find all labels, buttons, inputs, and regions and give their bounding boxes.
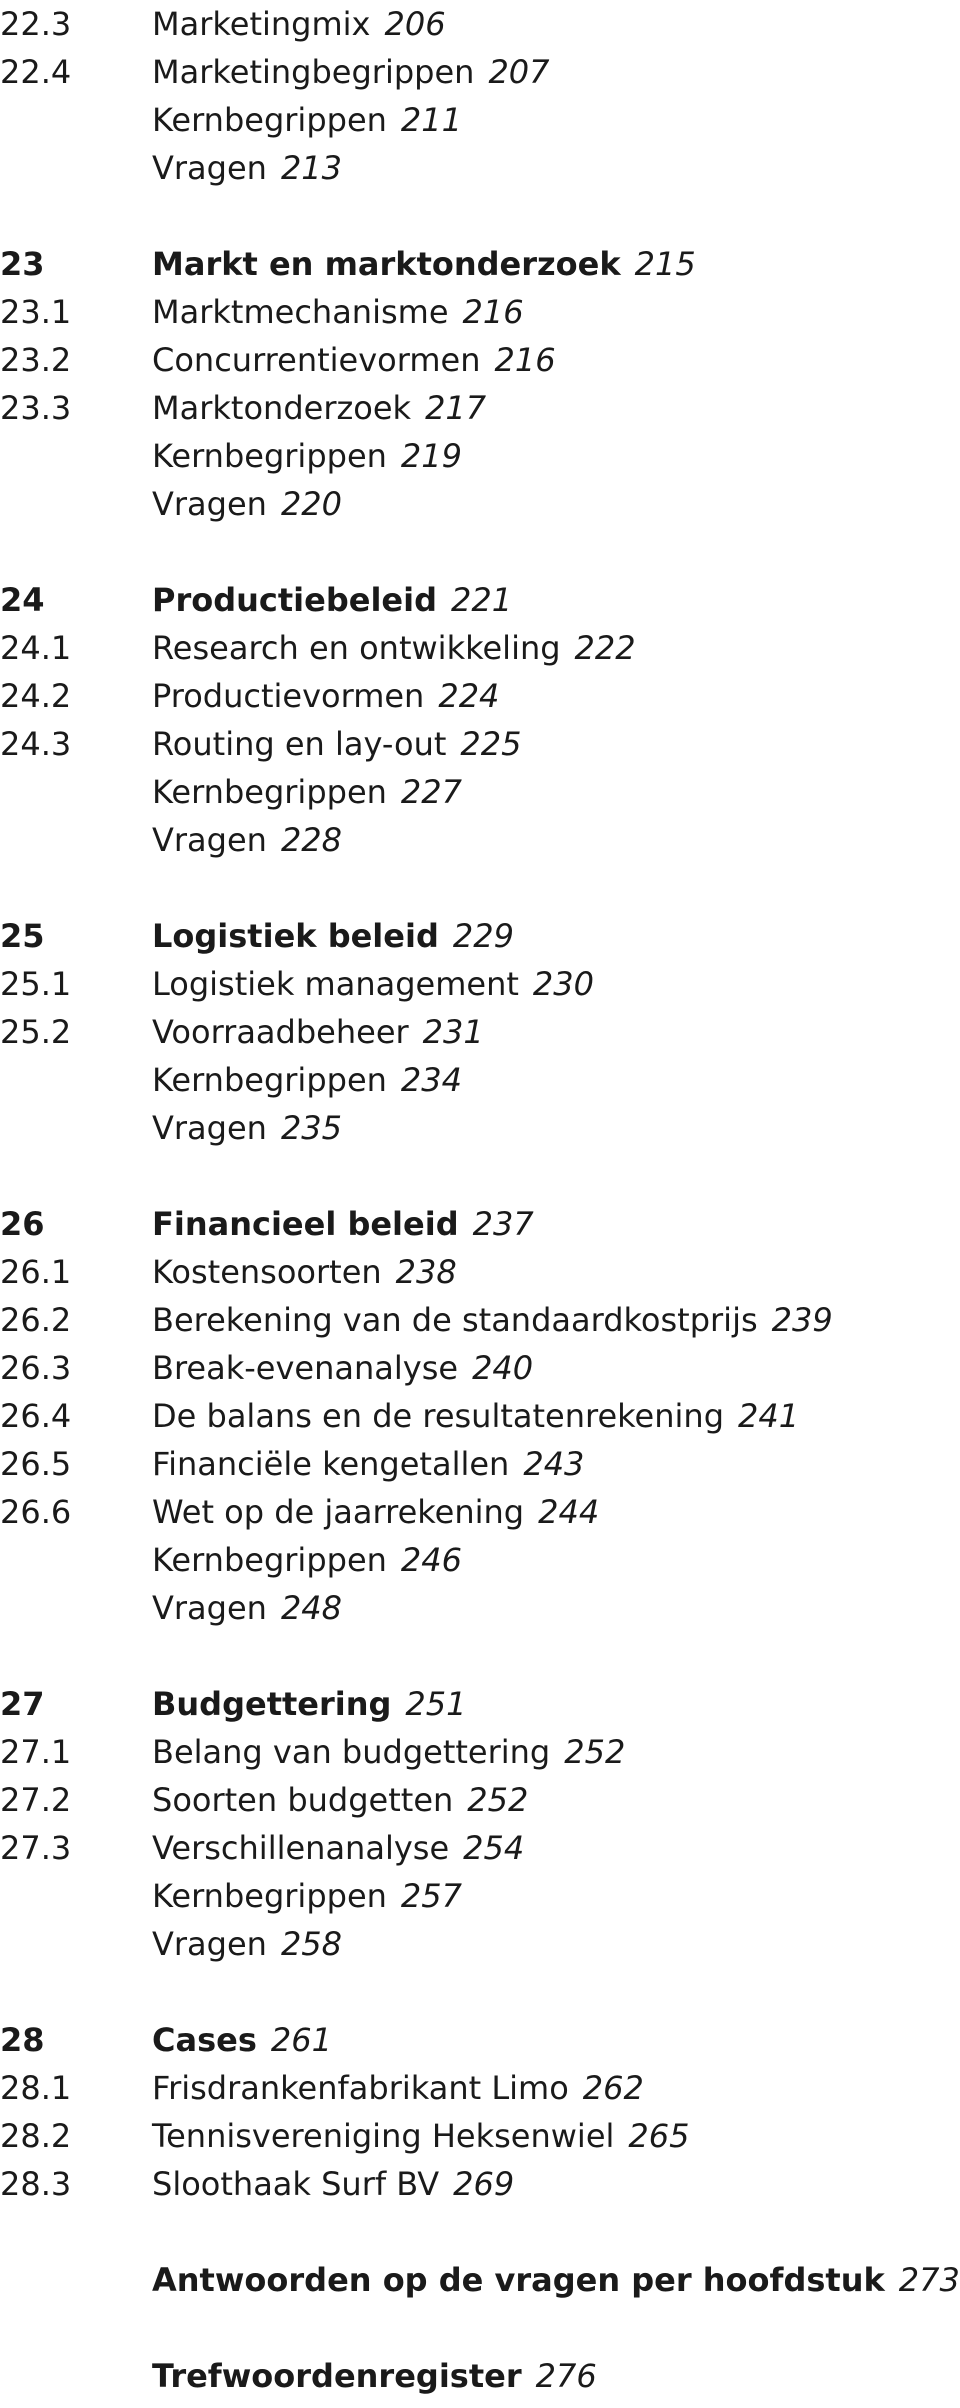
toc-entry-text [152, 2162, 514, 2206]
toc-entry [0, 1730, 960, 1774]
toc-entry-page-number: 225 [460, 725, 522, 763]
toc-entry-number: 22.3 [0, 5, 72, 43]
toc-entry-page-number: 235 [280, 1109, 343, 1147]
toc-entry-page-number: 222 [574, 629, 636, 667]
toc-entry-page-number: 219 [400, 437, 462, 475]
toc-entry-page-number: 262 [582, 2069, 644, 2107]
toc-entry-page-number: 213 [280, 149, 343, 187]
toc-entry-page-number: 243 [523, 1445, 585, 1483]
toc-entry-page-number: 227 [400, 773, 462, 811]
toc-entry-title: Verschillenanalyse [152, 1829, 450, 1867]
toc-entry-title: Tennisvereniging Heksenwiel [152, 2117, 615, 2155]
toc-chapter-heading [0, 578, 960, 622]
toc-entry-page-number: 240 [472, 1349, 534, 1387]
toc-entry-text [152, 1490, 599, 1534]
toc-entry-title: Soorten budgetten [152, 1781, 454, 1819]
toc-entry-title: De balans en de resultatenrekening [152, 1397, 724, 1435]
toc-chapter-heading [0, 1682, 960, 1726]
toc-entry-page-number: 238 [395, 1253, 457, 1291]
toc-entry-text [152, 2114, 689, 2158]
toc-entry-page-number: 265 [628, 2117, 690, 2155]
toc-entry-page-number: 221 [451, 581, 513, 619]
toc-entry-text [152, 962, 594, 1006]
toc-entry-number: 27.2 [0, 1781, 72, 1819]
toc-entry-text [152, 1826, 524, 1870]
toc-entry-text [152, 2258, 960, 2302]
toc-entry-text [152, 578, 512, 622]
toc-entry-number: 28.1 [0, 2069, 72, 2107]
toc-entry-title: Productiebeleid [152, 581, 437, 619]
toc-entry-text [152, 434, 462, 478]
toc-entry-text [152, 818, 342, 862]
toc-entry-text [152, 1874, 462, 1918]
toc-entry-title: Kostensoorten [152, 1253, 382, 1291]
toc-entry-page-number: 216 [462, 293, 524, 331]
toc-entry-number: 23.2 [0, 341, 72, 379]
toc-appendix-heading [0, 2258, 960, 2302]
toc-entry-text [152, 98, 462, 142]
toc-entry-title: Financiële kengetallen [152, 1445, 510, 1483]
toc-entry-title: Budgettering [152, 1685, 392, 1723]
toc-entry-page-number: 220 [280, 485, 343, 523]
toc-entry [0, 722, 960, 766]
toc-entry-page-number: 252 [467, 1781, 529, 1819]
toc-entry-title: Kernbegrippen [152, 1061, 387, 1099]
toc-entry-page-number: 207 [488, 53, 550, 91]
toc-entry-title: Trefwoordenregister [152, 2357, 522, 2395]
toc-entry-page-number: 228 [280, 821, 343, 859]
toc-entry-title: Cases [152, 2021, 257, 2059]
toc-entry [0, 1394, 960, 1438]
toc-entry [0, 1058, 960, 1102]
toc-entry-text [152, 1730, 625, 1774]
toc-entry-page-number: 244 [538, 1493, 600, 1531]
toc-entry [0, 1586, 960, 1630]
toc-entry-text [152, 1250, 457, 1294]
toc-entry-text [152, 290, 524, 334]
toc-entry-text [152, 242, 696, 286]
toc-entry-number: 27.1 [0, 1733, 72, 1771]
toc-entry-title: Logistiek management [152, 965, 519, 1003]
toc-entry-text [152, 770, 462, 814]
toc-entry-number: 23.3 [0, 389, 72, 427]
toc-entry-title: Vragen [152, 149, 267, 187]
toc-entry-text [152, 2018, 332, 2062]
toc-entry-number: 23.1 [0, 293, 72, 331]
toc-entry-page-number: 269 [453, 2165, 515, 2203]
toc-entry-title: Berekening van de standaardkostprijs [152, 1301, 758, 1339]
toc-entry-number: 24.3 [0, 725, 72, 763]
toc-entry-title: Research en ontwikkeling [152, 629, 561, 667]
toc-entry-title: Financieel beleid [152, 1205, 459, 1243]
toc-entry-text [152, 1682, 467, 1726]
toc-entry-page-number: 258 [280, 1925, 343, 1963]
toc-entry-title: Voorraadbeheer [152, 1013, 409, 1051]
toc-entry-number: 27 [0, 1685, 45, 1723]
toc-entry-page-number: 254 [463, 1829, 525, 1867]
toc-entry-page-number: 217 [425, 389, 487, 427]
toc-entry-page-number: 239 [771, 1301, 833, 1339]
toc-entry-text [152, 146, 342, 190]
toc-entry-title: Marktmechanisme [152, 293, 449, 331]
toc-entry-number: 28.2 [0, 2117, 72, 2155]
toc-entry-text [152, 1922, 342, 1966]
toc-entry-text [152, 1106, 342, 1150]
toc-entry [0, 1442, 960, 1486]
toc-entry-text [152, 1586, 342, 1630]
toc-entry-page-number: 231 [422, 1013, 484, 1051]
toc-entry-title: Wet op de jaarrekening [152, 1493, 525, 1531]
toc-entry [0, 1250, 960, 1294]
toc-entry-number: 22.4 [0, 53, 72, 91]
toc-entry [0, 1874, 960, 1918]
toc-entry-number: 26.3 [0, 1349, 72, 1387]
toc-entry-title: Vragen [152, 1925, 267, 1963]
toc-entry [0, 1826, 960, 1870]
toc-entry [0, 818, 960, 862]
toc-entry-title: Marktonderzoek [152, 389, 412, 427]
toc-entry-number: 23 [0, 245, 45, 283]
toc-entry [0, 626, 960, 670]
toc-entry-text [152, 2066, 644, 2110]
toc-entry [0, 1778, 960, 1822]
toc-entry-number: 26.5 [0, 1445, 72, 1483]
toc-entry [0, 1106, 960, 1150]
toc-entry [0, 2, 960, 46]
toc-entry [0, 1346, 960, 1390]
toc-entry [0, 434, 960, 478]
toc-entry-title: Marketingmix [152, 5, 371, 43]
toc-entry-number: 28.3 [0, 2165, 72, 2203]
toc-entry-text [152, 1442, 584, 1486]
toc-entry [0, 2066, 960, 2110]
toc-entry-page-number: 216 [494, 341, 556, 379]
toc-entry-text [152, 1298, 833, 1342]
toc-entry-number: 24.2 [0, 677, 72, 715]
toc-chapter-heading [0, 1202, 960, 1246]
toc-entry-title: Belang van budgettering [152, 1733, 551, 1771]
toc-entry-text [152, 1394, 799, 1438]
toc-entry-title: Productievormen [152, 677, 425, 715]
toc-entry-number: 24 [0, 581, 45, 619]
toc-entry-number: 28 [0, 2021, 45, 2059]
toc-entry-title: Vragen [152, 1589, 267, 1627]
toc-entry-page-number: 230 [532, 965, 594, 1003]
toc-entry-page-number: 237 [472, 1205, 534, 1243]
toc-entry-number: 25 [0, 917, 45, 955]
toc-entry-title: Kernbegrippen [152, 101, 387, 139]
toc-entry [0, 338, 960, 382]
toc-entry-number: 26.4 [0, 1397, 72, 1435]
toc-entry-text [152, 722, 522, 766]
toc-entry [0, 1538, 960, 1582]
toc-entry-text [152, 1202, 534, 1246]
toc-entry-text [152, 1778, 528, 1822]
toc-entry-page-number: 229 [452, 917, 514, 955]
toc-entry [0, 770, 960, 814]
toc-entry-title: Vragen [152, 485, 267, 523]
toc-entry [0, 50, 960, 94]
toc-entry-number: 26 [0, 1205, 45, 1243]
toc-entry-number: 26.1 [0, 1253, 72, 1291]
toc-entry [0, 1922, 960, 1966]
toc-entry-number: 26.2 [0, 1301, 72, 1339]
toc-entry-page-number: 211 [400, 101, 462, 139]
toc-entry-page-number: 246 [400, 1541, 462, 1579]
toc-entry-page-number: 251 [405, 1685, 467, 1723]
toc-entry [0, 146, 960, 190]
toc-entry-text [152, 914, 514, 958]
toc-entry-title: Kernbegrippen [152, 437, 387, 475]
toc-entry-title: Sloothaak Surf BV [152, 2165, 440, 2203]
toc-entry-title: Kernbegrippen [152, 1877, 387, 1915]
toc-entry-page-number: 261 [270, 2021, 332, 2059]
toc-entry [0, 2114, 960, 2158]
toc-entry [0, 1298, 960, 1342]
toc-entry-page-number: 224 [438, 677, 500, 715]
toc-entry-text [152, 1538, 462, 1582]
toc-entry-page-number: 276 [535, 2357, 597, 2395]
toc-entry-number: 25.2 [0, 1013, 72, 1051]
toc-entry-title: Routing en lay-out [152, 725, 447, 763]
toc-entry-title: Markt en marktonderzoek [152, 245, 621, 283]
toc-entry-number: 25.1 [0, 965, 72, 1003]
toc-entry-page-number: 273 [898, 2261, 960, 2299]
toc-entry [0, 962, 960, 1006]
toc-entry [0, 482, 960, 526]
toc-entry-page-number: 215 [634, 245, 696, 283]
toc-entry-number: 26.6 [0, 1493, 72, 1531]
toc-entry-text [152, 1346, 533, 1390]
toc-entry-title: Logistiek beleid [152, 917, 439, 955]
toc-entry [0, 386, 960, 430]
toc-entry-text [152, 338, 556, 382]
toc-entry [0, 98, 960, 142]
toc-entry-text [152, 2354, 597, 2398]
toc-entry-page-number: 257 [400, 1877, 462, 1915]
toc-entry-number: 24.1 [0, 629, 72, 667]
toc-entry-page-number: 252 [564, 1733, 626, 1771]
toc-entry-text [152, 674, 499, 718]
toc-appendix-heading [0, 2354, 960, 2398]
toc-entry-page-number: 206 [384, 5, 446, 43]
toc-entry-text [152, 626, 636, 670]
toc-entry-text [152, 50, 550, 94]
toc-entry-text [152, 386, 486, 430]
toc-entry-number: 27.3 [0, 1829, 72, 1867]
toc-entry-page-number: 234 [400, 1061, 462, 1099]
toc-entry-title: Frisdrankenfabrikant Limo [152, 2069, 569, 2107]
toc-entry-title: Concurrentievormen [152, 341, 481, 379]
toc-chapter-heading [0, 2018, 960, 2062]
toc-entry-title: Marketingbegrippen [152, 53, 475, 91]
toc-chapter-heading [0, 242, 960, 286]
toc-entry [0, 1490, 960, 1534]
toc-entry-text [152, 1010, 484, 1054]
toc-chapter-heading [0, 914, 960, 958]
toc-entry-title: Kernbegrippen [152, 1541, 387, 1579]
toc-entry-page-number: 241 [738, 1397, 800, 1435]
toc-entry [0, 674, 960, 718]
toc-entry-title: Break-evenanalyse [152, 1349, 459, 1387]
toc-entry-text [152, 1058, 462, 1102]
toc-entry [0, 290, 960, 334]
toc-entry-text [152, 2, 446, 46]
toc-entry-title: Vragen [152, 1109, 267, 1147]
toc-entry-title: Kernbegrippen [152, 773, 387, 811]
toc-entry-title: Vragen [152, 821, 267, 859]
toc-entry [0, 2162, 960, 2206]
toc-entry-page-number: 248 [280, 1589, 343, 1627]
toc-entry-title: Antwoorden op de vragen per hoofdstuk [152, 2261, 885, 2299]
toc-entry [0, 1010, 960, 1054]
toc-entry-text [152, 482, 342, 526]
